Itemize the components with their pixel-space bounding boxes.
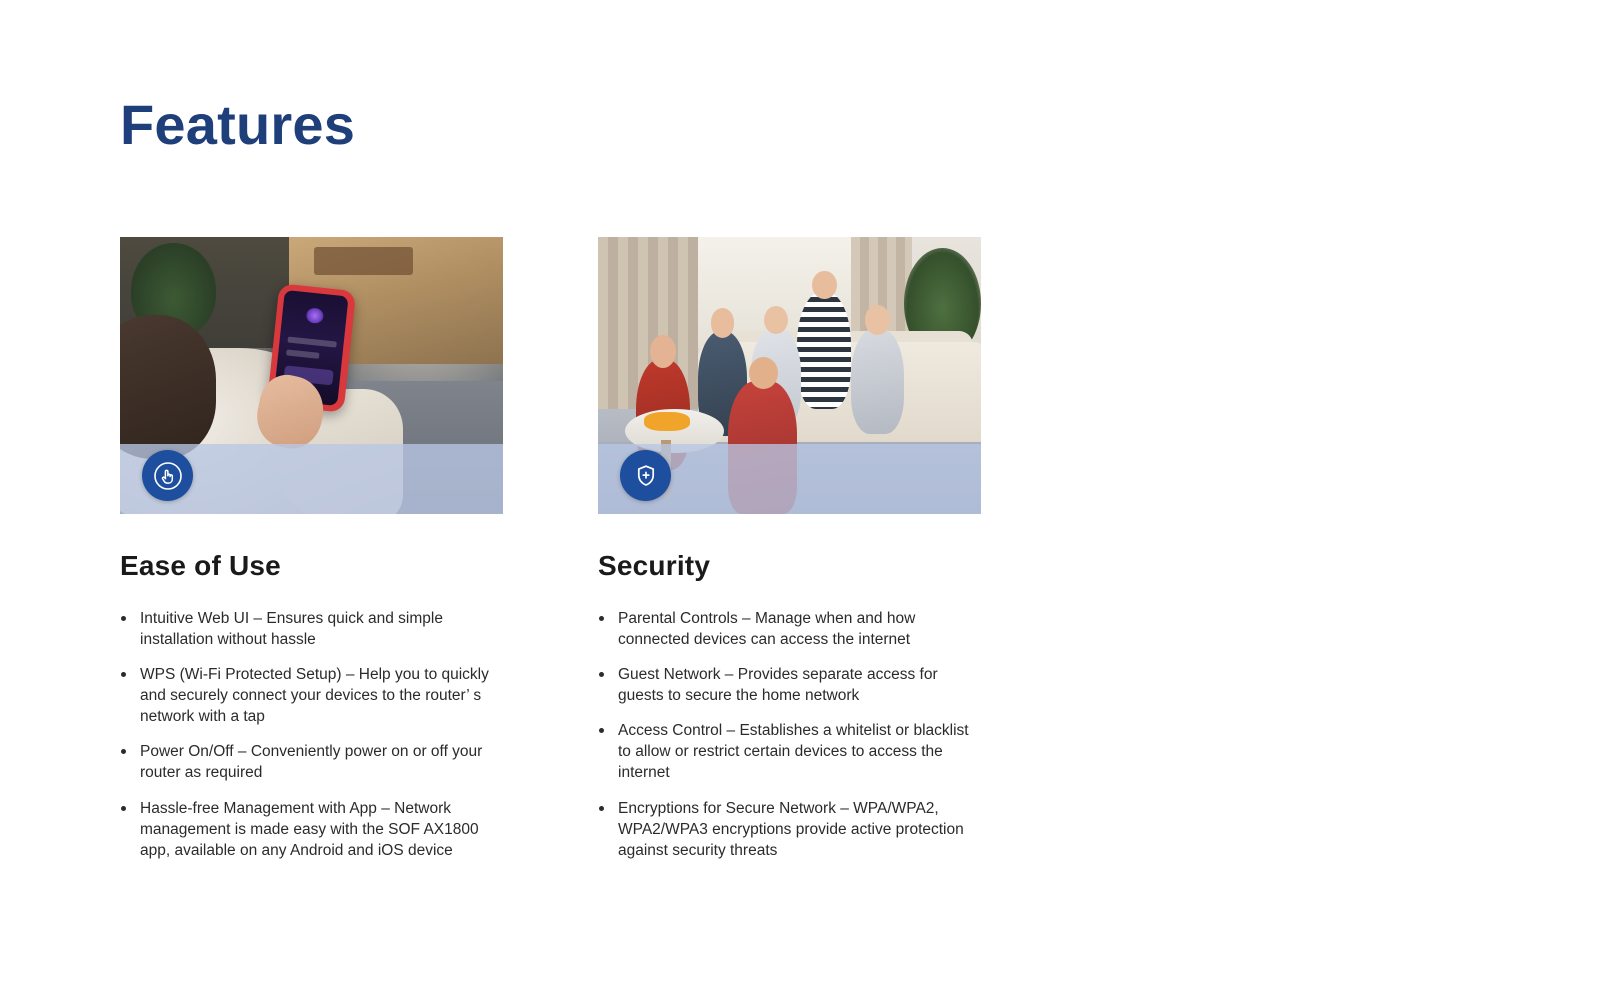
feature-column-ease-of-use (120, 237, 503, 875)
feature-heading: Ease of Use (120, 550, 281, 581)
list-item: Guest Network – Provides separate access for guests to secure the home network (598, 664, 981, 706)
feature-column-security (598, 237, 981, 875)
features-columns (120, 237, 1500, 875)
photo-phone-row (286, 350, 320, 359)
feature-image-security (598, 237, 981, 514)
photo-phone-glow (306, 308, 324, 324)
photo-person-head (120, 315, 216, 459)
page-title: Features (120, 93, 356, 156)
list-item: Encryptions for Secure Network – WPA/WPA2, WPA2/WPA3 encryptions provide active protection against security threats (598, 798, 981, 861)
list-item: WPS (Wi-Fi Protected Setup) – Help you to quickly and securely connect your devices to the router’ s network with a tap (120, 664, 503, 727)
list-item: Hassle-free Management with App – Network management is made easy with the SOF AX1800 app, available on any Android and iOS device (120, 798, 503, 861)
photo-phone-row (288, 337, 337, 348)
feature-image-ease-of-use (120, 237, 503, 514)
list-item: Parental Controls – Manage when and how connected devices can access the internet (598, 608, 981, 650)
feature-bullet-list (598, 608, 981, 861)
list-item: Intuitive Web UI – Ensures quick and simple installation without hassle (120, 608, 503, 650)
tap-hand-icon (142, 450, 193, 501)
list-item: Access Control – Establishes a whitelist or blacklist to allow or restrict certain devices to access the internet (598, 720, 981, 783)
photo-person (851, 328, 905, 433)
feature-bullet-list (120, 608, 503, 861)
photo-snacks (644, 412, 690, 431)
shield-plus-icon (620, 450, 671, 501)
feature-heading: Security (598, 550, 711, 581)
photo-person (797, 292, 851, 408)
list-item: Power On/Off – Conveniently power on or off your router as required (120, 741, 503, 783)
